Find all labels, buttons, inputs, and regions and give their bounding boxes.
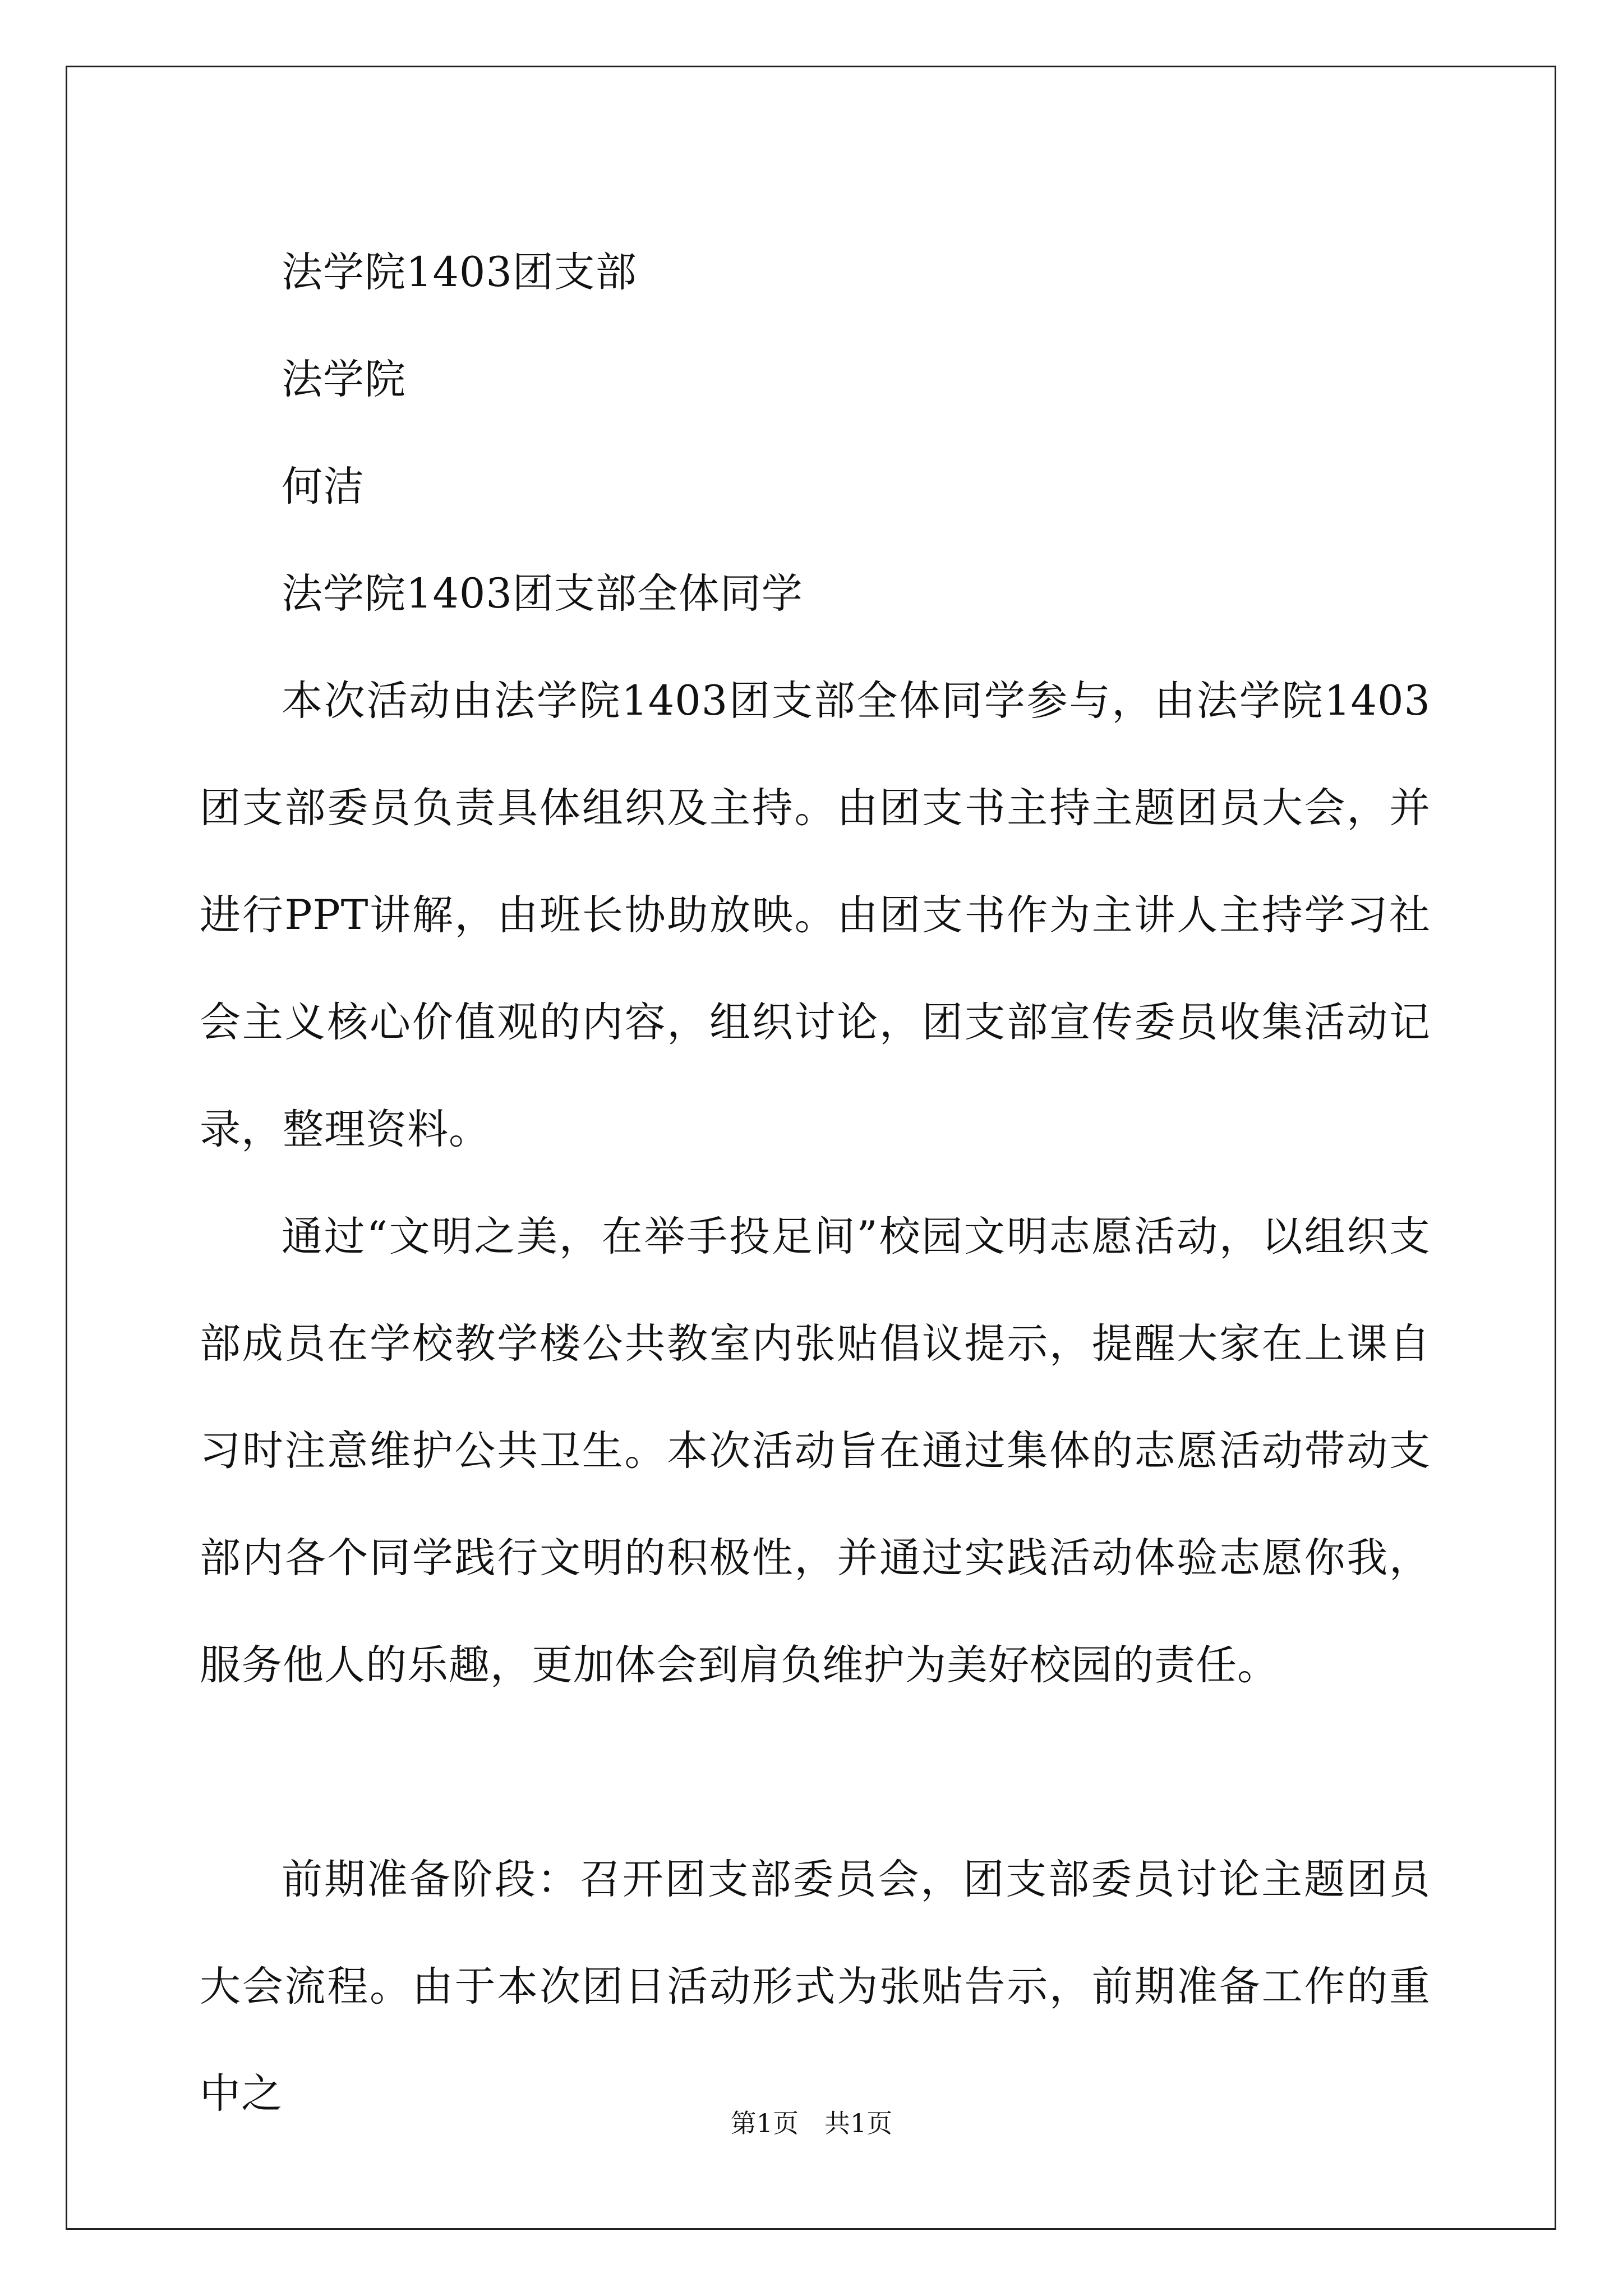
participants-line: 法学院1403团支部全体同学 bbox=[282, 570, 803, 618]
paragraph-organization: 本次活动由法学院1403团支部全体同学参与，由法学院1403团支部委员负责具体组织及主持。由团支书主持主题团员大会，并进行PPT讲解，由班长协助放映。由团支书作为主讲人主持学习社会主义核心价值观的内容，组织讨论，团支部宣传委员收集活动记录，整理资料。 bbox=[200, 677, 1431, 1153]
person-line: 何洁 bbox=[282, 463, 365, 510]
college-line: 法学院 bbox=[282, 356, 406, 403]
paragraph-preparation: 前期准备阶段：召开团支部委员会，团支部委员讨论主题团员大会流程。由于本次团日活动形式为张贴告示，前期准备工作的重中之 bbox=[200, 1856, 1431, 2118]
page-number: 第1页 bbox=[730, 2108, 799, 2138]
document-body bbox=[200, 219, 1431, 2147]
organization-line: 法学院1403团支部 bbox=[282, 249, 637, 296]
page-footer bbox=[0, 2106, 1623, 2140]
page-total: 共1页 bbox=[824, 2108, 893, 2138]
paragraph-activity: 通过“文明之美，在举手投足间”校园文明志愿活动，以组织支部成员在学校教学楼公共教室内张贴倡议提示，提醒大家在上课自习时注意维护公共卫生。本次活动旨在通过集体的志愿活动带动支部内各个同学践行文明的积极性，并通过实践活动体验志愿你我，服务他人的乐趣，更加体会到肩负维护为美好校园的责任。 bbox=[200, 1213, 1431, 1689]
section-gap bbox=[200, 1719, 1431, 1826]
